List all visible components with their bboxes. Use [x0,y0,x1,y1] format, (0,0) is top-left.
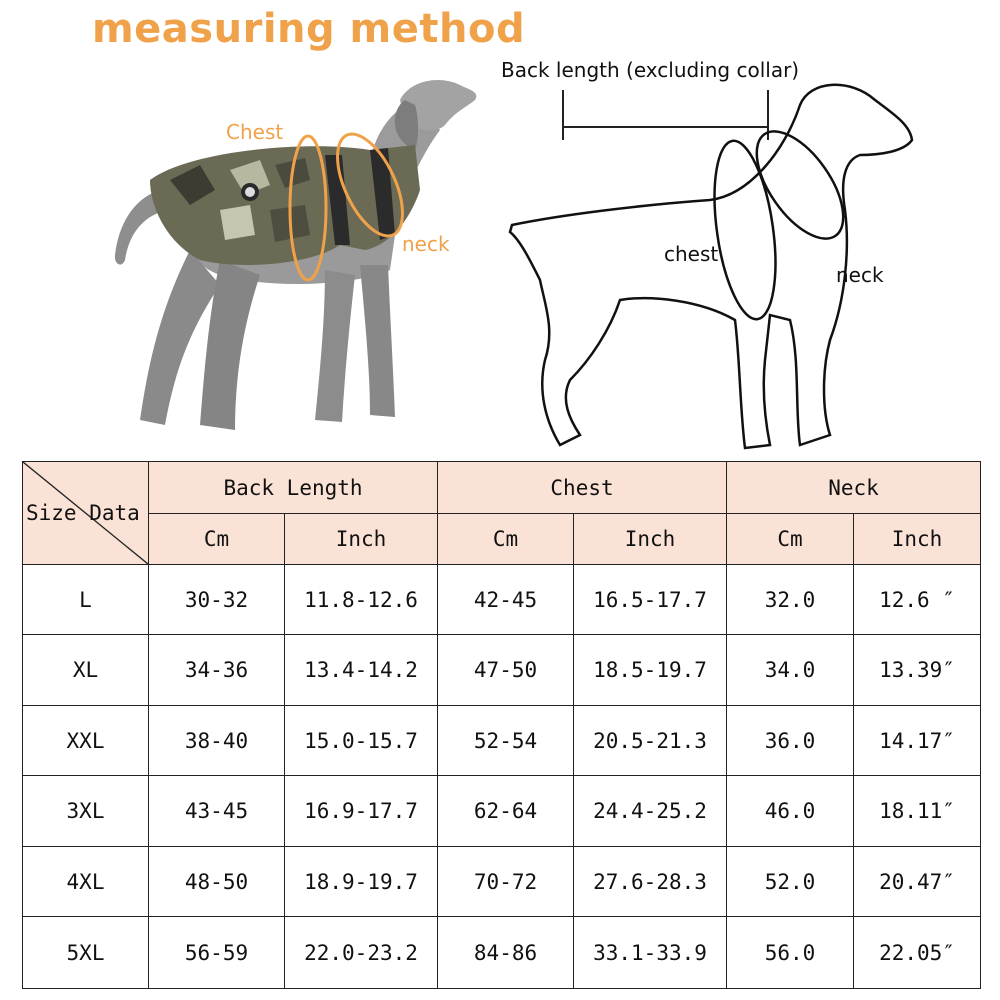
table-cell: 18.5-19.7 [574,635,727,706]
table-row [23,776,981,847]
photo-chest-label: Chest [226,120,284,144]
diagram-chest-label: chest [664,242,719,266]
dog-front-leg [315,270,355,422]
table-cell: 13.4-14.2 [285,635,438,706]
size-cell: 4XL [23,847,149,917]
table-row [23,917,981,989]
unit-header: Inch [574,514,727,565]
size-cell: 3XL [23,776,149,847]
table-cell: 22.05″ [854,917,981,989]
size-cell: 5XL [23,917,149,989]
table-cell: 16.9-17.7 [285,776,438,847]
table-cell: 47-50 [438,635,574,706]
table-cell: 24.4-25.2 [574,776,727,847]
table-cell: 14.17″ [854,706,981,776]
size-cell: XL [23,635,149,706]
table-cell: 56-59 [149,917,285,989]
table-row [23,847,981,917]
page-title: measuring method [92,6,526,52]
table-row [23,706,981,776]
corner-label: Size Data [26,501,140,525]
table-cell: 16.5-17.7 [574,565,727,635]
group-header-chest: Chest [438,462,727,514]
table-cell: 30-32 [149,565,285,635]
table-cell: 70-72 [438,847,574,917]
group-header-back-length: Back Length [149,462,438,514]
table-cell: 22.0-23.2 [285,917,438,989]
unit-header: Inch [285,514,438,565]
table-cell: 46.0 [727,776,854,847]
table-cell: 15.0-15.7 [285,706,438,776]
table-cell: 34-36 [149,635,285,706]
dog-outline-diagram [500,60,1000,460]
back-length-label: Back length (excluding collar) [501,58,800,82]
unit-header: Inch [854,514,981,565]
diagram-chest-ellipse [705,137,786,323]
table-cell: 48-50 [149,847,285,917]
table-cell: 18.11″ [854,776,981,847]
table-cell: 20.47″ [854,847,981,917]
table-cell: 12.6 ″ [854,565,981,635]
diagram-neck-label: neck [836,263,884,287]
table-cell: 13.39″ [854,635,981,706]
table-row [23,635,981,706]
group-header-neck: Neck [727,462,981,514]
table-row [23,565,981,635]
table-cell: 33.1-33.9 [574,917,727,989]
table-cell: 18.9-19.7 [285,847,438,917]
unit-header: Cm [149,514,285,565]
table-cell: 42-45 [438,565,574,635]
size-cell: L [23,565,149,635]
unit-header: Cm [438,514,574,565]
table-cell: 43-45 [149,776,285,847]
table-cell: 62-64 [438,776,574,847]
table-cell: 32.0 [727,565,854,635]
dog-front-leg-2 [360,265,395,417]
table-cell: 20.5-21.3 [574,706,727,776]
table-cell: 84-86 [438,917,574,989]
table-cell: 36.0 [727,706,854,776]
table-cell: 56.0 [727,917,854,989]
table-cell: 52.0 [727,847,854,917]
photo-neck-label: neck [402,232,450,256]
table-cell: 11.8-12.6 [285,565,438,635]
table-cell: 52-54 [438,706,574,776]
size-table [22,461,981,989]
size-data-corner [23,462,149,565]
size-cell: XXL [23,706,149,776]
unit-header: Cm [727,514,854,565]
table-cell: 34.0 [727,635,854,706]
table-cell: 38-40 [149,706,285,776]
table-cell: 27.6-28.3 [574,847,727,917]
